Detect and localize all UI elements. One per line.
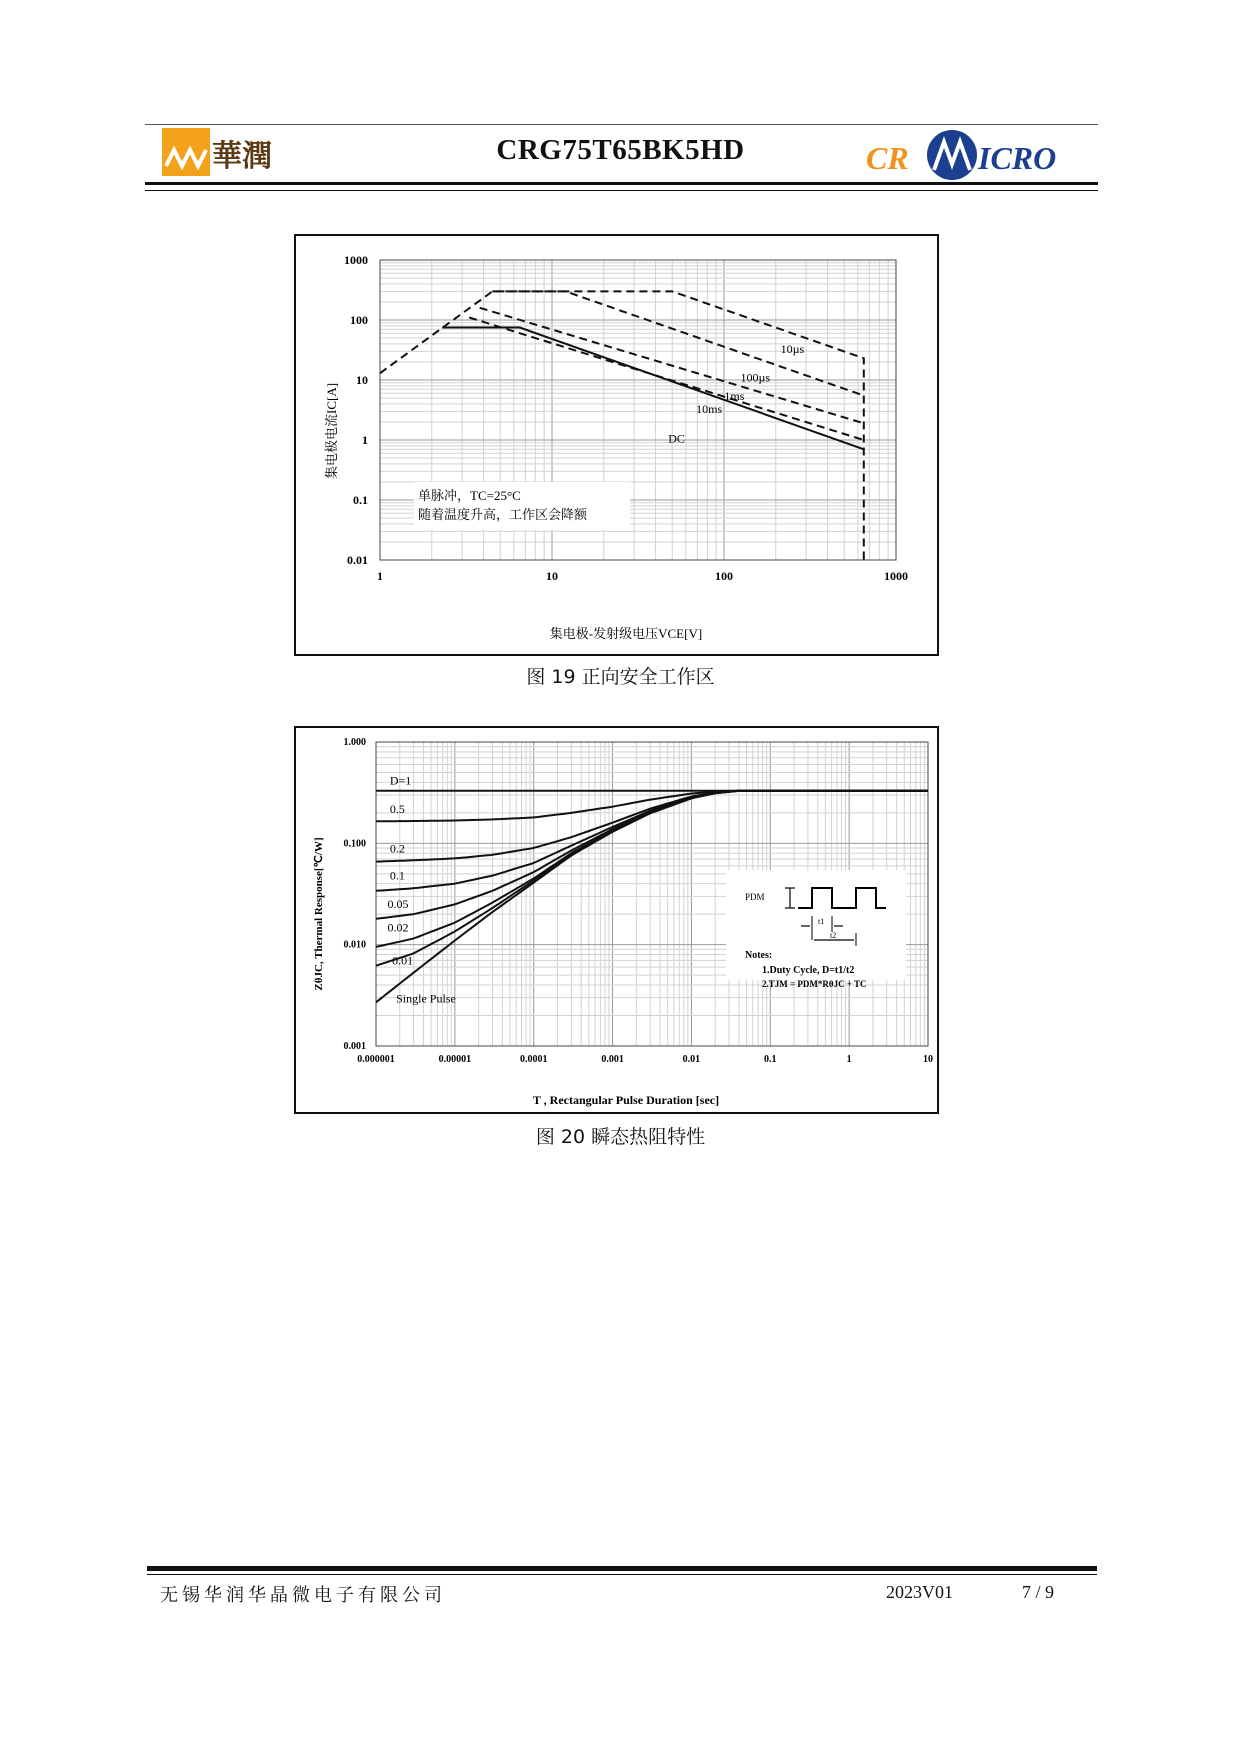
svg-text:ICRO: ICRO	[978, 140, 1057, 176]
company-logo-right	[866, 128, 1081, 184]
soa-curve-label: 10ms	[696, 402, 723, 417]
notes-t2-label: t2	[830, 931, 837, 940]
header-top-rule	[145, 124, 1098, 125]
thermal-x-tick-label: 10	[923, 1054, 933, 1065]
thermal-y-axis-label: ZθJC, Thermal Response[℃/W]	[313, 837, 325, 991]
notes-pdm-label: PDM	[745, 892, 765, 902]
footer-rule-thin	[147, 1574, 1097, 1575]
thermal-y-tick-label: 1.000	[343, 737, 366, 748]
logo-left-text: 華潤	[212, 140, 272, 173]
header-bottom-rule-thick	[145, 182, 1098, 185]
thermal-chart-svg	[296, 728, 937, 1112]
notes-title: Notes:	[745, 950, 773, 961]
footer-version: 2023V01	[886, 1582, 953, 1602]
thermal-y-tick-label: 0.001	[343, 1041, 366, 1052]
thermal-series-label: 0.2	[389, 841, 405, 856]
soa-x-tick-label: 1000	[884, 569, 908, 583]
thermal-y-tick-label: 0.010	[343, 939, 366, 951]
thermal-series-label: Single Pulse	[396, 991, 456, 1006]
thermal-series-label: 0.01	[392, 953, 414, 968]
thermal-x-tick-label: 0.0001	[519, 1054, 548, 1065]
soa-y-tick-label: 1	[362, 433, 368, 447]
soa-curve-label: 10µs	[780, 342, 805, 357]
thermal-series-label: 0.5	[389, 801, 405, 816]
footer-rule-thick	[147, 1566, 1097, 1571]
footer-page-number: 7 / 9	[1022, 1582, 1055, 1602]
thermal-x-tick-label: 0.01	[682, 1054, 701, 1065]
soa-chart-svg	[296, 236, 937, 654]
thermal-series-label: 0.02	[387, 920, 409, 935]
thermal-series-label: 0.05	[387, 897, 409, 912]
soa-y-tick-label: 100	[350, 313, 368, 327]
soa-x-tick-label: 100	[715, 569, 733, 583]
notes-line2: 2.TJM = PDM*RθJC + TC	[762, 979, 867, 989]
soa-x-tick-label: 1	[377, 569, 383, 583]
soa-curve-labels	[668, 342, 804, 446]
header-bottom-rule-thin	[145, 190, 1098, 191]
thermal-x-tick-label: 0.00001	[438, 1054, 472, 1065]
document-title: CRG75T65BK5HD	[496, 134, 745, 166]
footer-company-name: 无锡华润华晶微电子有限公司	[160, 1585, 446, 1606]
svg-text:CR: CR	[866, 140, 909, 176]
soa-y-tick-label: 10	[356, 373, 368, 387]
soa-tick-labels	[344, 253, 908, 583]
thermal-y-tick-label: 0.100	[343, 838, 366, 850]
soa-x-tick-label: 10	[546, 569, 558, 583]
soa-x-axis-label: 集电极-发射级电压VCE[V]	[549, 626, 703, 641]
soa-annotation-line2: 随着温度升高，工作区会降额	[418, 507, 588, 522]
notes-box	[726, 870, 906, 989]
soa-annotation-line1: 单脉冲，TC=25°C	[418, 488, 521, 503]
thermal-x-axis-label: T , Rectangular Pulse Duration [sec]	[532, 1093, 720, 1107]
notes-t1-label: t1	[818, 917, 825, 926]
thermal-x-tick-label: 1	[846, 1054, 852, 1065]
figure-19-caption: 图 19 正向安全工作区	[526, 666, 715, 688]
figure-20-thermal-chart	[294, 726, 939, 1114]
notes-line1: 1.Duty Cycle, D=t1/t2	[762, 965, 855, 976]
soa-curve-label: DC	[668, 431, 685, 446]
soa-curve-label: 100µs	[740, 370, 771, 385]
soa-curve-label: 1ms	[724, 389, 745, 404]
thermal-x-tick-label: 0.1	[764, 1054, 777, 1065]
soa-y-axis-label: 集电极电流IC[A]	[324, 382, 339, 480]
figure-19-soa-chart	[294, 234, 939, 656]
thermal-series-label: 0.1	[389, 868, 405, 883]
soa-y-tick-label: 0.01	[347, 553, 368, 567]
soa-y-tick-label: 0.1	[353, 493, 368, 507]
thermal-series-label: D=1	[389, 773, 412, 788]
thermal-x-tick-label: 0.001	[601, 1054, 624, 1065]
thermal-x-tick-label: 0.000001	[357, 1054, 395, 1065]
soa-y-tick-label: 1000	[344, 253, 368, 267]
figure-20-caption: 图 20 瞬态热阻特性	[535, 1126, 706, 1148]
notes-box-bg	[726, 870, 906, 980]
